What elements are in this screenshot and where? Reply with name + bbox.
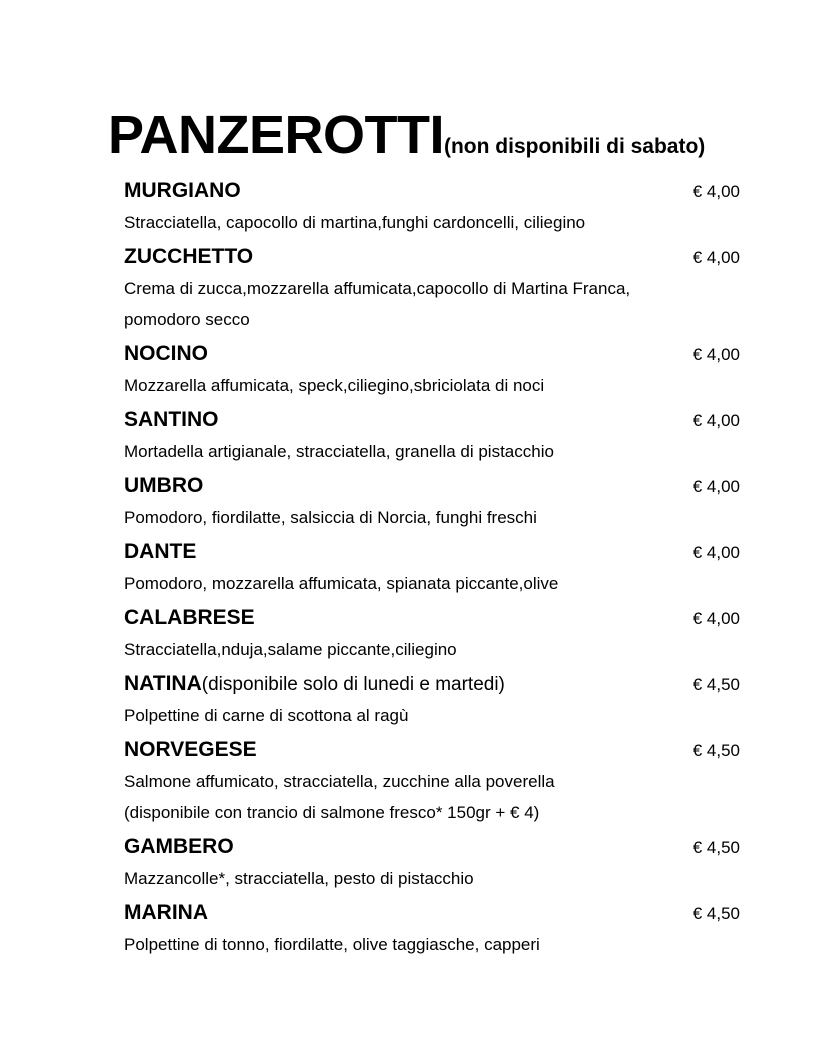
menu-item-description — [124, 929, 744, 960]
menu-item-description-line: Crema di zucca,mozzarella affumicata,capocollo di Martina Franca, — [124, 279, 631, 298]
menu-item-name: DANTE — [124, 540, 197, 563]
menu-item-name: MURGIANO — [124, 179, 241, 202]
menu-item-description-line: Mozzarella affumicata, speck,ciliegino,sbriciolata di noci — [124, 376, 545, 395]
menu-item-header — [124, 403, 744, 436]
menu-item-price: € 4,00 — [692, 411, 740, 430]
menu-item-price: € 4,00 — [692, 543, 740, 562]
menu-item-title — [124, 240, 253, 273]
menu-item-title — [124, 535, 196, 568]
menu-item-description-line: Stracciatella,nduja,salame piccante,ciliegino — [124, 640, 457, 659]
menu-item-header — [124, 240, 744, 273]
menu-item-price: € 4,00 — [692, 477, 740, 496]
menu-item-description-line: Mortadella artigianale, stracciatella, granella di pistacchio — [124, 442, 554, 461]
menu-item — [124, 469, 744, 533]
menu-item-name: ZUCCHETTO — [124, 245, 254, 268]
menu-item-title — [124, 337, 208, 370]
menu-item — [124, 174, 744, 238]
menu-item-header — [124, 733, 744, 766]
menu-item-price: € 4,00 — [692, 182, 740, 201]
menu-item-name: MARINA — [124, 901, 208, 924]
menu-item-description — [124, 207, 744, 238]
menu-item-description — [124, 700, 744, 731]
menu-item — [124, 896, 744, 960]
menu-item-header — [124, 174, 744, 207]
menu-item-name: UMBRO — [124, 474, 204, 497]
menu-item — [124, 240, 744, 335]
menu-item-description-line: Salmone affumicato, stracciatella, zucchine alla poverella — [124, 772, 555, 791]
menu-item — [124, 830, 744, 894]
menu-item-description — [124, 502, 744, 533]
menu-item-price: € 4,00 — [692, 345, 740, 364]
menu-item-description — [124, 273, 744, 335]
menu-item-price: € 4,50 — [692, 741, 740, 760]
menu-item-header — [124, 535, 744, 568]
menu-item-title — [124, 896, 208, 929]
menu-item-header — [124, 830, 744, 863]
menu-list — [124, 174, 744, 962]
menu-item-name: NOCINO — [124, 342, 208, 365]
menu-item-title — [124, 667, 505, 701]
menu-item-description — [124, 436, 744, 467]
menu-item-description-line: Mazzancolle*, stracciatella, pesto di pistacchio — [124, 869, 474, 888]
menu-item-name: NATINA — [124, 672, 202, 695]
menu-item-price: € 4,50 — [692, 904, 740, 923]
menu-item — [124, 667, 744, 731]
menu-title-note: (non disponibili di sabato) — [443, 135, 706, 158]
menu-item-description-line: (disponibile con trancio di salmone fresco* 150gr + € 4) — [124, 803, 540, 822]
menu-item-header — [124, 896, 744, 929]
menu-item-name: NORVEGESE — [124, 738, 257, 761]
menu-item-title — [124, 601, 255, 634]
menu-item-header — [124, 667, 744, 700]
menu-item-description-line: Stracciatella, capocollo di martina,funghi cardoncelli, ciliegino — [124, 213, 586, 232]
menu-title-main: PANZEROTTI — [108, 105, 444, 165]
menu-item-description-line: Polpettine di tonno, fiordilatte, olive taggiasche, capperi — [124, 935, 540, 954]
menu-item-description-line: pomodoro secco — [124, 310, 250, 329]
menu-item-title — [124, 469, 203, 502]
menu-item-price: € 4,50 — [692, 675, 740, 694]
menu-item-description-line: Polpettine di carne di scottona al ragù — [124, 706, 409, 725]
menu-item-header — [124, 337, 744, 370]
menu-item-description — [124, 370, 744, 401]
menu-item-price: € 4,50 — [692, 838, 740, 857]
menu-item-description — [124, 634, 744, 665]
menu-item-title — [124, 830, 234, 863]
menu-item — [124, 403, 744, 467]
menu-item-name: SANTINO — [124, 408, 219, 431]
menu-item-header — [124, 469, 744, 502]
menu-item-description-line: Pomodoro, fiordilatte, salsiccia di Norcia, funghi freschi — [124, 508, 537, 527]
menu-item-price: € 4,00 — [692, 609, 740, 628]
menu-item-name: GAMBERO — [124, 835, 234, 858]
menu-item — [124, 733, 744, 828]
menu-item-description — [124, 766, 744, 828]
menu-item-description — [124, 568, 744, 599]
menu-item-description — [124, 863, 744, 894]
menu-item — [124, 337, 744, 401]
menu-item-header — [124, 601, 744, 634]
menu-item-price: € 4,00 — [692, 248, 740, 267]
menu-item-title — [124, 174, 241, 207]
menu-item — [124, 601, 744, 665]
menu-item-description-line: Pomodoro, mozzarella affumicata, spianata piccante,olive — [124, 574, 559, 593]
menu-item-name: CALABRESE — [124, 606, 255, 629]
menu-item-note: (disponibile solo di lunedi e martedi) — [201, 674, 505, 695]
menu-item — [124, 535, 744, 599]
menu-title — [108, 104, 705, 166]
menu-item-title — [124, 733, 257, 766]
menu-item-title — [124, 403, 219, 436]
